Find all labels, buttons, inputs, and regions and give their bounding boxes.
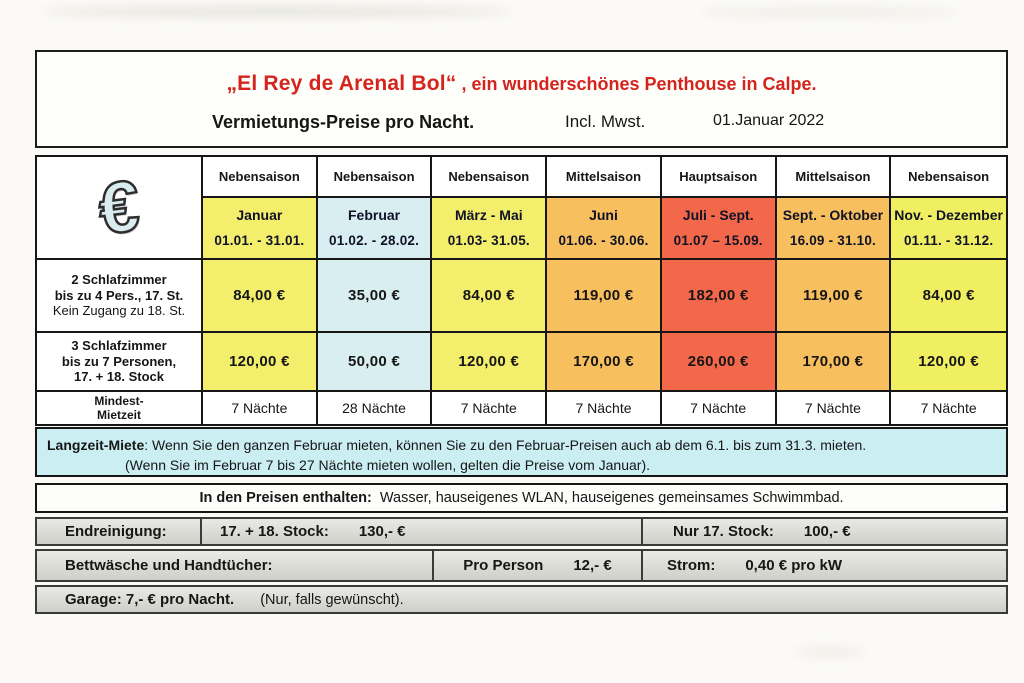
- month-name: Juli - Sept.: [682, 207, 754, 223]
- fee-detail: [202, 519, 643, 544]
- row-label-line: Mietzeit: [96, 408, 141, 422]
- price-cell: 120,00 €: [432, 333, 547, 392]
- langzeit-line2: (Wenn Sie im Februar 7 bis 27 Nächte mieten wollen, gelten die Preise vom Januar).: [125, 457, 650, 474]
- langzeit-text: : Wenn Sie den ganzen Februar mieten, können Sie zu den Februar-Preisen auch ab dem 6.1. bis zum 31.3. mieten.: [144, 437, 867, 453]
- price-cell: 170,00 €: [777, 333, 892, 392]
- month-header: [891, 198, 1006, 260]
- price-cell: 84,00 €: [432, 260, 547, 333]
- property-name: „El Rey de Arenal Bol“: [226, 72, 457, 95]
- month-header: [777, 198, 892, 260]
- min-stay-cell: 7 Nächte: [662, 392, 777, 424]
- row-label-2-schlafzimmer: [37, 260, 203, 333]
- date-range: 01.03- 31.05.: [447, 233, 530, 248]
- month-name: Sept. - Oktober: [782, 207, 884, 223]
- row-label-line: 2 Schlafzimmer: [71, 271, 167, 287]
- season-header: Hauptsaison: [662, 157, 777, 198]
- month-name: Nov. - Dezember: [894, 207, 1003, 223]
- fee-row-endreinigung: [35, 517, 1008, 546]
- month-header: [203, 198, 318, 260]
- scan-artifact: [795, 648, 865, 656]
- date-range: 01.01. - 31.01.: [214, 233, 305, 248]
- fee-detail-value: 12,- €: [573, 557, 612, 574]
- fee-row-garage: [35, 585, 1008, 614]
- price-table: [35, 155, 1008, 426]
- season-header: Nebensaison: [891, 157, 1006, 198]
- langzeit-line1: [47, 435, 996, 455]
- price-cell: 182,00 €: [662, 260, 777, 333]
- fee-detail-label: Pro Person: [463, 557, 544, 574]
- price-subtitle: Vermietungs-Preise pro Nacht.: [212, 112, 475, 132]
- price-cell: 84,00 €: [203, 260, 318, 333]
- month-header: [432, 198, 547, 260]
- min-stay-cell: 7 Nächte: [891, 392, 1006, 424]
- included-text: Wasser, hauseigenes WLAN, hauseigenes gemeinsames Schwimmbad.: [379, 490, 844, 506]
- date-range: 16.09 - 31.10.: [789, 233, 876, 248]
- row-label-line: bis zu 4 Pers., 17. St.: [54, 287, 184, 303]
- date-range: 01.11. - 31.12.: [903, 233, 994, 248]
- fee-detail-value: 0,40 € pro kW: [745, 557, 843, 574]
- fee-label: Endreinigung:: [37, 519, 202, 544]
- euro-symbol-cell: [37, 157, 203, 260]
- langzeit-label: Langzeit-Miete: [47, 437, 145, 453]
- row-label-line: Mindest-: [94, 393, 144, 408]
- month-name: Januar: [236, 207, 283, 223]
- price-cell: 119,00 €: [547, 260, 662, 333]
- included-label: In den Preisen enthalten:: [199, 490, 372, 506]
- month-name: Februar: [348, 207, 401, 223]
- vat-note: Incl. Mwst.: [565, 112, 646, 131]
- season-header: Mittelsaison: [777, 157, 892, 198]
- row-label-3-schlafzimmer: [37, 333, 203, 392]
- included-in-prices: [35, 483, 1008, 513]
- date-label: 01.Januar 2022: [713, 112, 825, 129]
- date-range: 01.02. - 28.02.: [329, 233, 420, 248]
- month-name: Juni: [589, 207, 618, 223]
- min-stay-cell: 28 Nächte: [318, 392, 433, 424]
- price-cell: 260,00 €: [662, 333, 777, 392]
- date-range: 01.07 – 15.09.: [673, 233, 763, 248]
- min-stay-cell: 7 Nächte: [432, 392, 547, 424]
- langzeit-miete-note: [35, 427, 1008, 477]
- fee-detail: [643, 519, 1006, 544]
- fee-label: [37, 587, 404, 612]
- row-label-line: Kein Zugang zu 18. St.: [52, 303, 186, 319]
- fee-detail: [434, 551, 643, 580]
- date-range: 01.06. - 30.06.: [558, 233, 649, 248]
- fee-detail-label: 17. + 18. Stock:: [220, 523, 329, 540]
- price-cell: 170,00 €: [547, 333, 662, 392]
- fee-detail-value: 130,- €: [358, 523, 406, 540]
- scan-artifact: [42, 6, 512, 17]
- min-stay-cell: 7 Nächte: [203, 392, 318, 424]
- price-cell: 35,00 €: [318, 260, 433, 333]
- month-header: [318, 198, 433, 260]
- price-cell: 120,00 €: [203, 333, 318, 392]
- fee-detail-label: Nur 17. Stock:: [673, 523, 774, 540]
- fee-detail: [643, 551, 1006, 580]
- month-header: [547, 198, 662, 260]
- row-label-line: 17. + 18. Stock: [74, 369, 164, 385]
- garage-price: Garage: 7,- € pro Nacht.: [65, 591, 235, 608]
- fee-row-bettwaesche: [35, 549, 1008, 582]
- min-stay-cell: 7 Nächte: [777, 392, 892, 424]
- season-header: Nebensaison: [318, 157, 433, 198]
- row-label-mindest-mietzeit: [37, 392, 203, 424]
- price-cell: 119,00 €: [777, 260, 892, 333]
- row-label-line: bis zu 7 Personen,: [61, 353, 177, 369]
- month-header: [662, 198, 777, 260]
- season-header: Nebensaison: [203, 157, 318, 198]
- fee-detail-value: 100,- €: [803, 523, 851, 540]
- month-name: März - Mai: [454, 207, 523, 223]
- garage-note: (Nur, falls gewünscht).: [260, 591, 404, 608]
- title-tagline: , ein wunderschönes Penthouse in Calpe.: [456, 74, 817, 94]
- page-title: [37, 72, 1006, 96]
- min-stay-cell: 7 Nächte: [547, 392, 662, 424]
- fee-label: Bettwäsche und Handtücher:: [37, 551, 434, 580]
- row-label-line: 3 Schlafzimmer: [71, 337, 167, 353]
- price-cell: 50,00 €: [318, 333, 433, 392]
- euro-icon: €: [96, 165, 142, 250]
- price-cell: 84,00 €: [891, 260, 1006, 333]
- scan-artifact: [700, 8, 960, 17]
- price-cell: 120,00 €: [891, 333, 1006, 392]
- season-header: Mittelsaison: [547, 157, 662, 198]
- title-box: [35, 50, 1008, 148]
- subtitle-line: [37, 112, 1006, 136]
- fee-detail-label: Strom:: [667, 557, 716, 574]
- season-header: Nebensaison: [432, 157, 547, 198]
